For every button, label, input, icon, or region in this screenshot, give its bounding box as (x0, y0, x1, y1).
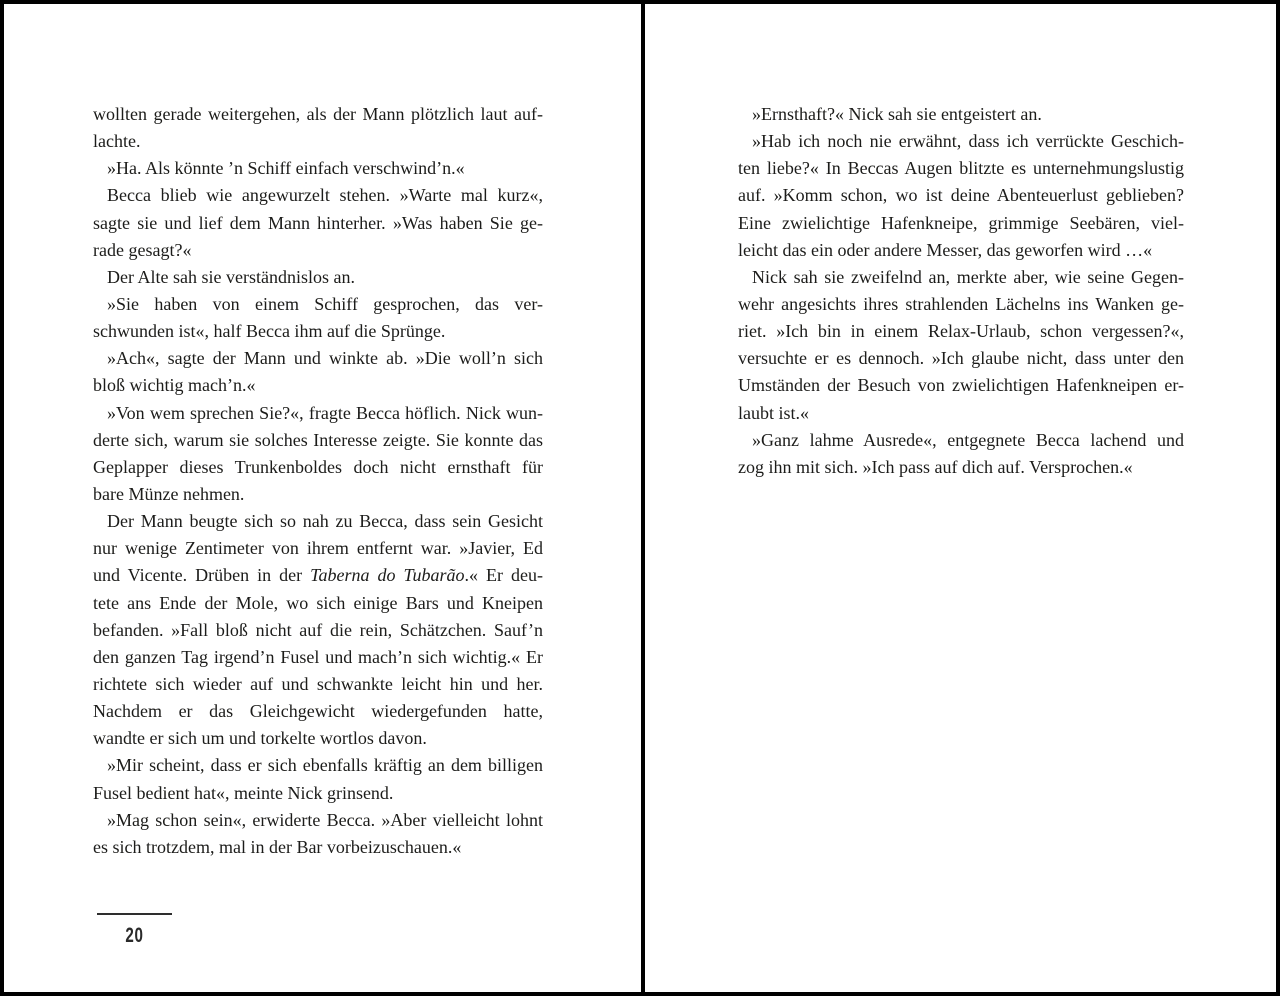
text-run: »Mag schon sein«, erwiderte Becca. »Aber vielleicht lohnt (107, 809, 543, 830)
text-line (738, 182, 1184, 209)
text-run: riet. »Ich bin in einem Relax-Urlaub, schon vergessen?«, (738, 321, 1184, 342)
text-line (738, 155, 1184, 182)
text-run: leicht das ein oder andere Messer, das geworfen wird …« (738, 239, 1153, 260)
text-run: sagte sie und lief dem Mann hinterher. »Was haben Sie ge- (93, 212, 543, 233)
text-run: Eine zwielichtige Hafenkneipe, grimmige Seebären, viel- (738, 212, 1184, 233)
text-run: den ganzen Tag irgend’n Fusel und mach’n sich wichtig.« Er (93, 646, 543, 667)
text-run: richtete sich wieder auf und schwankte leicht hin und her. (93, 673, 543, 694)
text-run: Der Alte sah sie verständnislos an. (107, 266, 355, 287)
text-line (738, 454, 1184, 481)
text-run: zog ihn mit sich. »Ich pass auf dich auf. Versprochen.« (738, 456, 1133, 477)
text-run: »Ach«, sagte der Mann und winkte ab. »Die woll’n sich (107, 348, 543, 369)
text-run: Becca blieb wie angewurzelt stehen. »Warte mal kurz«, (107, 185, 543, 206)
text-line (738, 237, 1184, 264)
text-run: »Mir scheint, dass er sich ebenfalls kräftig an dem billigen (107, 755, 543, 776)
text-run: befanden. »Fall bloß nicht auf die rein, Schätzchen. Sauf’n (93, 619, 543, 640)
text-line (738, 291, 1184, 318)
text-line (738, 264, 1184, 291)
text-line (738, 372, 1184, 399)
text-run: tete ans Ende der Mole, wo sich einige Bars und Kneipen (93, 592, 543, 613)
text-run: nur wenige Zentimeter von ihrem entfernt war. »Javier, Ed (93, 538, 543, 559)
text-run: wollten gerade weitergehen, als der Mann plötzlich laut auf- (93, 104, 543, 124)
text-run: »Ganz lahme Ausrede«, entgegnete Becca lachend und (752, 429, 1184, 450)
text-line (738, 101, 1184, 128)
text-line (738, 128, 1184, 155)
right-text-block (738, 101, 1184, 481)
text-run: »Ernsthaft?« Nick sah sie entgeistert an. (752, 104, 1042, 124)
text-line (738, 400, 1184, 427)
text-line (738, 318, 1184, 345)
text-run: »Hab ich noch nie erwähnt, dass ich verrückte Geschich- (752, 131, 1184, 152)
text-run: schwunden ist«, half Becca ihm auf die Sprünge. (93, 321, 446, 342)
text-run: auf. »Komm schon, wo ist deine Abenteuerlust geblieben? (738, 185, 1184, 206)
text-run: Der Mann beugte sich so nah zu Becca, dass sein Gesicht (107, 511, 543, 532)
text-run: und Vicente. Drüben in der (93, 565, 311, 586)
text-line (738, 210, 1184, 237)
text-run: wehr angesichts ihres strahlenden Lächelns ins Wanken ge- (738, 293, 1184, 314)
text-run: »Von wem sprechen Sie?«, fragte Becca höflich. Nick wun- (107, 402, 543, 423)
text-run: Nick sah sie zweifelnd an, merkte aber, wie seine Gegen- (752, 266, 1184, 287)
text-run: lachte. (93, 131, 141, 152)
text-run: »Ha. Als könnte ’n Schiff einfach verschwind’n.« (107, 158, 465, 179)
italic-text-run: Taberna do Tubarão (310, 565, 465, 586)
text-run: Nachdem er das Gleichgewicht wiedergefunden hatte, (93, 701, 543, 722)
text-run: es sich trotzdem, mal in der Bar vorbeizuschauen.« (93, 836, 462, 857)
text-line (738, 427, 1184, 454)
text-run: .« Er deu- (464, 565, 543, 586)
text-run: bloß wichtig mach’n.« (93, 375, 256, 396)
text-run: ten liebe?« In Beccas Augen blitzte es unternehmungslustig (738, 158, 1184, 179)
text-run: »Sie haben von einem Schiff gesprochen, das ver- (107, 293, 543, 314)
text-run: rade gesagt?« (93, 239, 192, 260)
text-run: Geplapper dieses Trunkenboldes doch nicht ernsthaft für (93, 456, 543, 477)
text-run: wandte er sich um und torkelte wortlos davon. (93, 728, 427, 749)
text-run: Umständen der Besuch von zwielichtigen Hafenkneipen er- (738, 375, 1184, 396)
page-number: 20 (125, 924, 144, 947)
text-line (738, 345, 1184, 372)
text-run: versuchte er es dennoch. »Ich glaube nicht, dass unter den (738, 348, 1184, 369)
page-right (4, 4, 1280, 992)
text-run: Fusel bedient hat«, meinte Nick grinsend. (93, 782, 394, 803)
text-run: laubt ist.« (738, 402, 809, 423)
text-run: derte sich, warum sie solches Interesse zeigte. Sie konnte das (93, 429, 543, 450)
text-run: bare Münze nehmen. (93, 483, 245, 504)
